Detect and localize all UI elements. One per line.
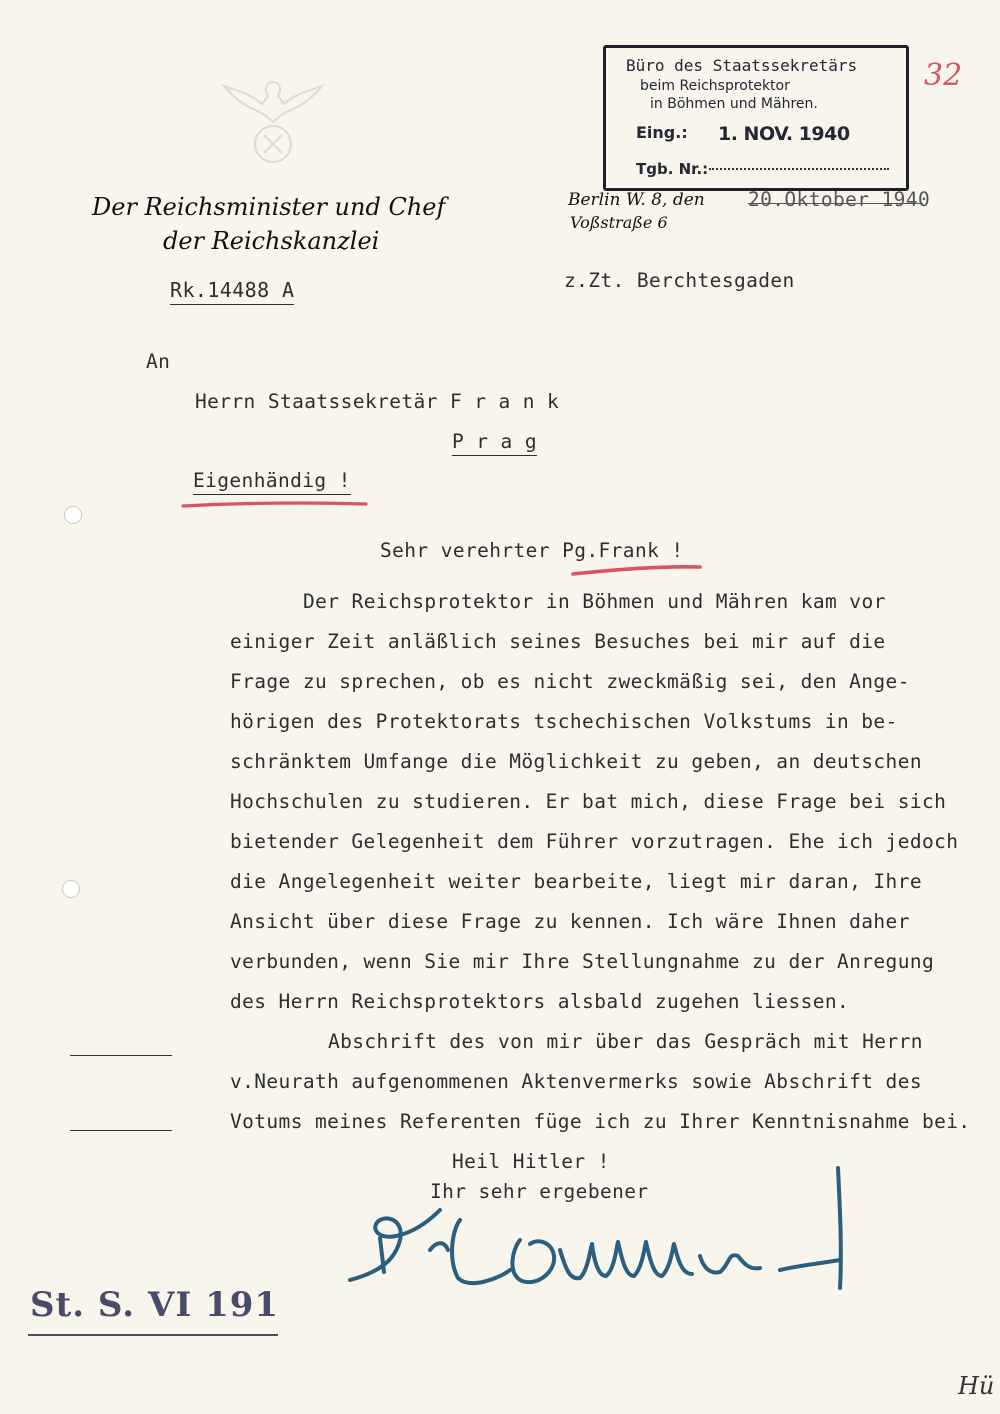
body-line: die Angelegenheit weiter bearbeite, liegt mir daran, Ihre <box>230 870 922 893</box>
stamp-office-line: Büro des Staatssekretärs <box>626 56 858 75</box>
letterhead-title: Der Reichsminister und Chef <box>92 193 446 221</box>
address-recipient: Herrn Staatssekretär F r a n k <box>195 390 560 413</box>
body-line: hörigen des Protektorats tschechischen Volkstums in be- <box>230 710 898 733</box>
margin-line-top <box>70 1055 172 1056</box>
body-line: Ansicht über diese Frage zu kennen. Ich wäre Ihnen daher <box>230 910 910 933</box>
file-mark: St. S. VI 191 <box>30 1285 280 1325</box>
stamp-eing-date: 1. NOV. 1940 <box>718 123 850 145</box>
reference-number: Rk.14488 A <box>170 278 294 305</box>
page-number: 32 <box>924 58 963 93</box>
street-address: Voßstraße 6 <box>570 213 668 232</box>
body-line: Frage zu sprechen, ob es nicht zweckmäßig sei, den Ange- <box>230 670 910 693</box>
letter-date: 20.Oktober 1940 <box>748 188 931 211</box>
body-line: v.Neurath aufgenommenen Aktenvermerks sowie Abschrift des <box>230 1070 922 1093</box>
address-city: P r a g <box>452 430 537 456</box>
receipt-stamp <box>603 45 909 191</box>
red-pencil-underline-note <box>180 496 370 512</box>
corner-initial: Hü <box>958 1372 995 1400</box>
body-line: bietender Gelegenheit dem Führer vorzutragen. Ehe ich jedoch <box>230 830 959 853</box>
stamp-tgb-label: Tgb. Nr.: <box>636 160 709 178</box>
stamp-eing-label: Eing.: <box>636 123 688 142</box>
address-note: Eigenhändig ! <box>193 469 351 495</box>
body-line: einiger Zeit anläßlich seines Besuches bei mir auf die <box>230 630 886 653</box>
date-strike-line <box>748 203 923 204</box>
body-line: Abschrift des von mir über das Gespräch mit Herrn <box>328 1030 923 1053</box>
body-line: verbunden, wenn Sie mir Ihre Stellungnahme zu der Anregung <box>230 950 935 973</box>
body-line: schränktem Umfange die Möglichkeit zu geben, an deutschen <box>230 750 922 773</box>
stamp-authority-line: beim Reichsprotektor <box>640 78 790 94</box>
handwritten-signature <box>340 1160 870 1310</box>
letterhead-subtitle: der Reichskanzlei <box>163 227 380 255</box>
file-mark-underline <box>28 1334 278 1336</box>
closing-greeting: Heil Hitler ! <box>452 1150 610 1173</box>
body-line: Der Reichsprotektor in Böhmen und Mähren kam vor <box>303 590 886 613</box>
stamp-tgb-line <box>709 168 889 170</box>
address-an: An <box>146 350 171 373</box>
margin-line-bottom <box>70 1130 172 1131</box>
stamp-region-line: in Böhmen und Mähren. <box>650 96 818 112</box>
body-line: des Herrn Reichsprotektors alsbald zugehen liessen. <box>230 990 850 1013</box>
body-line: Hochschulen zu studieren. Er bat mich, diese Frage bei sich <box>230 790 947 813</box>
closing-phrase: Ihr sehr ergebener <box>430 1180 649 1203</box>
eagle-emblem-icon <box>218 62 328 170</box>
city-label: Berlin W. 8, den <box>568 190 705 210</box>
red-pencil-underline-salutation <box>570 562 705 578</box>
current-location: z.Zt. Berchtesgaden <box>564 269 795 292</box>
salutation: Sehr verehrter Pg.Frank ! <box>380 539 684 562</box>
punch-hole-bottom <box>62 880 80 898</box>
punch-hole-top <box>64 506 82 524</box>
body-line: Votums meines Referenten füge ich zu Ihrer Kenntnisnahme bei. <box>230 1110 971 1133</box>
